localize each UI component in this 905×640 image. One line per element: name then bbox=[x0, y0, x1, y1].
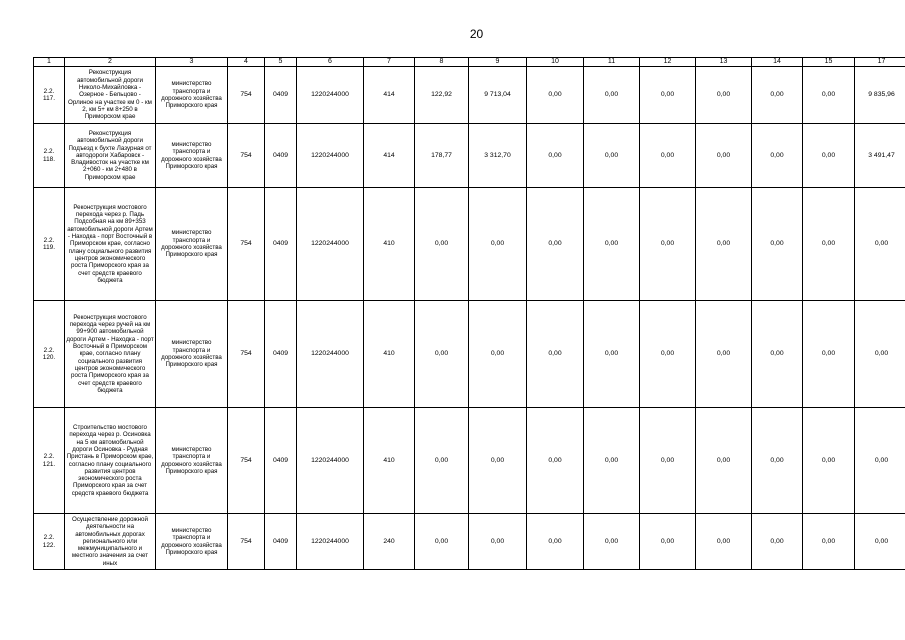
column-number-row bbox=[34, 58, 905, 67]
value-cell: 0,00 bbox=[803, 408, 855, 514]
description-cell: Реконструкция мостового перехода через ручей на км 99+900 автомобильной дороги Артем - Находка - порт Восточный в Приморском крае, согласно плану социального развития центров экономического роста Приморского края за счет средств краевого бюджета bbox=[65, 301, 156, 408]
value-cell: 0,00 bbox=[415, 301, 469, 408]
column-header: 13 bbox=[696, 58, 752, 67]
value-cell: 0,00 bbox=[527, 514, 584, 570]
value-cell: 0,00 bbox=[752, 301, 803, 408]
value-cell: 0,00 bbox=[696, 124, 752, 188]
column-header: 10 bbox=[527, 58, 584, 67]
value-cell: 0,00 bbox=[527, 124, 584, 188]
table-row bbox=[34, 67, 905, 124]
value-cell: 0,00 bbox=[527, 301, 584, 408]
row-number-cell: 2.2. 118. bbox=[34, 124, 65, 188]
value-cell: 0,00 bbox=[803, 67, 855, 124]
value-cell: 0,00 bbox=[696, 188, 752, 301]
value-cell: 0,00 bbox=[752, 514, 803, 570]
total-cell: 0,00 bbox=[855, 408, 905, 514]
value-cell: 0,00 bbox=[584, 124, 640, 188]
responsible-cell: министерство транспорта и дорожного хозяйства Приморского края bbox=[156, 67, 228, 124]
expense-type-cell: 410 bbox=[364, 188, 415, 301]
value-cell: 3 312,70 bbox=[469, 124, 527, 188]
row-number-cell: 2.2. 121. bbox=[34, 408, 65, 514]
value-cell: 0,00 bbox=[415, 188, 469, 301]
expense-type-cell: 414 bbox=[364, 67, 415, 124]
total-cell: 0,00 bbox=[855, 514, 905, 570]
column-header: 9 bbox=[469, 58, 527, 67]
value-cell: 178,77 bbox=[415, 124, 469, 188]
value-cell: 0,00 bbox=[752, 124, 803, 188]
value-cell: 0,00 bbox=[640, 67, 696, 124]
grbs-cell: 754 bbox=[228, 514, 265, 570]
row-number-cell: 2.2. 122. bbox=[34, 514, 65, 570]
value-cell: 0,00 bbox=[640, 124, 696, 188]
value-cell: 0,00 bbox=[415, 408, 469, 514]
value-cell: 0,00 bbox=[527, 188, 584, 301]
value-cell: 0,00 bbox=[752, 408, 803, 514]
target-article-cell: 1220244000 bbox=[297, 124, 364, 188]
section-cell: 0409 bbox=[265, 408, 297, 514]
value-cell: 0,00 bbox=[640, 188, 696, 301]
responsible-cell: министерство транспорта и дорожного хозяйства Приморского края bbox=[156, 188, 228, 301]
column-header: 7 bbox=[364, 58, 415, 67]
expense-type-cell: 410 bbox=[364, 408, 415, 514]
description-cell: Реконструкция мостового перехода через р. Падь Подсобная на км 89+353 автомобильной дороги Артем - Находка - порт Восточный в Приморском крае, согласно плану социального развития центров экономического роста Приморского края за счет средств краевого бюджета bbox=[65, 188, 156, 301]
column-header: 5 bbox=[265, 58, 297, 67]
grbs-cell: 754 bbox=[228, 301, 265, 408]
value-cell: 122,92 bbox=[415, 67, 469, 124]
value-cell: 0,00 bbox=[469, 408, 527, 514]
target-article-cell: 1220244000 bbox=[297, 188, 364, 301]
column-header: 12 bbox=[640, 58, 696, 67]
value-cell: 0,00 bbox=[752, 67, 803, 124]
responsible-cell: министерство транспорта и дорожного хозяйства Приморского края bbox=[156, 124, 228, 188]
value-cell: 0,00 bbox=[415, 514, 469, 570]
column-header: 1 bbox=[34, 58, 65, 67]
value-cell: 0,00 bbox=[469, 301, 527, 408]
target-article-cell: 1220244000 bbox=[297, 67, 364, 124]
column-header: 8 bbox=[415, 58, 469, 67]
table-row bbox=[34, 408, 905, 514]
column-header: 2 bbox=[65, 58, 156, 67]
value-cell: 0,00 bbox=[584, 514, 640, 570]
value-cell: 0,00 bbox=[803, 124, 855, 188]
grbs-cell: 754 bbox=[228, 408, 265, 514]
table-row bbox=[34, 188, 905, 301]
value-cell: 0,00 bbox=[584, 408, 640, 514]
value-cell: 0,00 bbox=[803, 301, 855, 408]
expense-type-cell: 414 bbox=[364, 124, 415, 188]
value-cell: 0,00 bbox=[584, 188, 640, 301]
description-cell: Реконструкция автомобильной дороги Николо-Михайловка - Озерное - Бельцово - Орлиное на участке км 0 - км 2, км 5+ км 8+250 в Приморском крае bbox=[65, 67, 156, 124]
section-cell: 0409 bbox=[265, 67, 297, 124]
value-cell: 0,00 bbox=[527, 408, 584, 514]
budget-table bbox=[33, 57, 905, 570]
responsible-cell: министерство транспорта и дорожного хозяйства Приморского края bbox=[156, 301, 228, 408]
value-cell: 0,00 bbox=[696, 514, 752, 570]
target-article-cell: 1220244000 bbox=[297, 301, 364, 408]
value-cell: 0,00 bbox=[640, 301, 696, 408]
description-cell: Осуществление дорожной деятельности на автомобильных дорогах регионального или межмуниципального и местного значения за счет иных bbox=[65, 514, 156, 570]
target-article-cell: 1220244000 bbox=[297, 514, 364, 570]
section-cell: 0409 bbox=[265, 124, 297, 188]
expense-type-cell: 410 bbox=[364, 301, 415, 408]
column-header: 17 bbox=[855, 58, 905, 67]
description-cell: Строительство мостового перехода через р. Осиновка на 5 км автомобильной дороги Осиновка - Рудная Пристань в Приморском крае, согласно плану социального развития центров экономического роста Приморского края за счет средств краевого бюджета bbox=[65, 408, 156, 514]
grbs-cell: 754 bbox=[228, 67, 265, 124]
column-header: 11 bbox=[584, 58, 640, 67]
responsible-cell: министерство транспорта и дорожного хозяйства Приморского края bbox=[156, 514, 228, 570]
target-article-cell: 1220244000 bbox=[297, 408, 364, 514]
row-number-cell: 2.2. 117. bbox=[34, 67, 65, 124]
value-cell: 0,00 bbox=[752, 188, 803, 301]
section-cell: 0409 bbox=[265, 188, 297, 301]
total-cell: 3 491,47 bbox=[855, 124, 905, 188]
value-cell: 0,00 bbox=[696, 301, 752, 408]
value-cell: 0,00 bbox=[527, 67, 584, 124]
value-cell: 9 713,04 bbox=[469, 67, 527, 124]
value-cell: 0,00 bbox=[584, 301, 640, 408]
value-cell: 0,00 bbox=[696, 67, 752, 124]
responsible-cell: министерство транспорта и дорожного хозяйства Приморского края bbox=[156, 408, 228, 514]
row-number-cell: 2.2. 119. bbox=[34, 188, 65, 301]
value-cell: 0,00 bbox=[584, 67, 640, 124]
grbs-cell: 754 bbox=[228, 188, 265, 301]
value-cell: 0,00 bbox=[640, 408, 696, 514]
column-header: 14 bbox=[752, 58, 803, 67]
table-row bbox=[34, 301, 905, 408]
value-cell: 0,00 bbox=[469, 188, 527, 301]
value-cell: 0,00 bbox=[803, 188, 855, 301]
total-cell: 0,00 bbox=[855, 188, 905, 301]
section-cell: 0409 bbox=[265, 301, 297, 408]
table-row bbox=[34, 124, 905, 188]
column-header: 6 bbox=[297, 58, 364, 67]
value-cell: 0,00 bbox=[640, 514, 696, 570]
table-row bbox=[34, 514, 905, 570]
page-number: 20 bbox=[469, 27, 484, 41]
row-number-cell: 2.2. 120. bbox=[34, 301, 65, 408]
total-cell: 0,00 bbox=[855, 301, 905, 408]
expense-type-cell: 240 bbox=[364, 514, 415, 570]
column-header: 3 bbox=[156, 58, 228, 67]
section-cell: 0409 bbox=[265, 514, 297, 570]
value-cell: 0,00 bbox=[696, 408, 752, 514]
column-header: 4 bbox=[228, 58, 265, 67]
description-cell: Реконструкция автомобильной дороги Подъезд к бухте Лазурная от автодороги Хабаровск - Владивосток на участке км 2+060 - км 2+480 в Приморском крае bbox=[65, 124, 156, 188]
value-cell: 0,00 bbox=[469, 514, 527, 570]
grbs-cell: 754 bbox=[228, 124, 265, 188]
column-header: 15 bbox=[803, 58, 855, 67]
total-cell: 9 835,96 bbox=[855, 67, 905, 124]
value-cell: 0,00 bbox=[803, 514, 855, 570]
